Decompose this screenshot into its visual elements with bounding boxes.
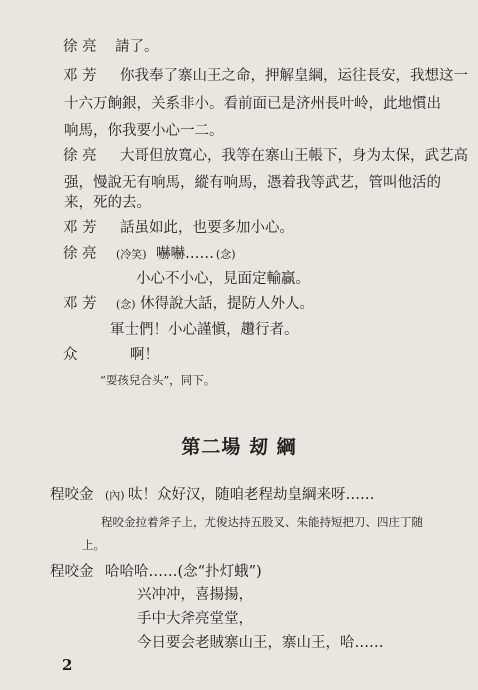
dialogue-line: 話虽如此，也要多加小心。: [120, 220, 294, 236]
dialogue-line: 啊！: [130, 347, 159, 363]
speaker-chorus: 众: [63, 347, 78, 363]
stage-direction: “耍孩兒合头”，同下。: [100, 373, 216, 387]
stage-direction: 上。: [82, 538, 105, 552]
dialogue-line: 請了。: [115, 39, 159, 55]
dialogue-line: 十六万餉銀，关系非小。看前面已是济州長叶岭，此地慣出: [64, 96, 441, 112]
stage-direction-inline: (念): [116, 298, 136, 311]
dialogue-line: 你我奉了寨山王之命，押解皇綱，运往長安，我想这一: [120, 68, 468, 84]
speaker-xu-liang: 徐 亮: [63, 246, 97, 262]
verse-line: 兴冲冲，喜揚揚，: [137, 587, 253, 603]
stage-direction: 程咬金拉着斧子上，尤俊达持五股叉、朱能持短把刀、四庄丁随: [101, 515, 423, 529]
dialogue-line: 呔！众好汉，随咱老程劫皇綱来呀……: [128, 487, 375, 503]
dialogue-line: 軍士們！小心謹愼，趲行者。: [110, 322, 299, 338]
stage-direction-inline: (冷笑): [116, 248, 147, 261]
verse-line: 小心不小心，見面定輸贏。: [136, 271, 310, 287]
scene-title: 第二場 刼 綱: [181, 436, 297, 458]
dialogue-line: 强，慢說无有响馬，縱有响馬，憑着我等武艺，管叫他活的: [64, 175, 441, 191]
dialogue-line: 哈哈哈……(念“扑灯蛾”): [105, 564, 262, 580]
verse-line: 手中大斧亮堂堂，: [137, 611, 253, 627]
speaker-deng-fang: 邓 芳: [63, 68, 97, 84]
page-number: 2: [62, 656, 73, 674]
verse-line: 今日要会老賊寨山王，寨山王，哈……: [137, 635, 384, 651]
speaker-deng-fang: 邓 芳: [63, 220, 97, 236]
dialogue-line: 来，死的去。: [64, 195, 151, 211]
dialogue-line: 嚇嚇……: [156, 246, 214, 262]
speaker-xu-liang: 徐 亮: [63, 148, 97, 164]
speaker-cheng-yaojin: 程咬金: [50, 564, 94, 580]
stage-direction-inline: (內): [105, 489, 125, 502]
speaker-xu-liang: 徐 亮: [63, 39, 97, 55]
dialogue-line: 响馬，你我要小心一二。: [64, 123, 224, 139]
dialogue-line: 大哥但放寬心，我等在寨山王帳下，身为太保，武艺高: [120, 148, 468, 164]
verse-line: 休得說大話，提防人外人。: [140, 296, 314, 312]
speaker-deng-fang: 邓 芳: [63, 296, 97, 312]
speaker-cheng-yaojin: 程咬金: [50, 487, 94, 503]
stage-direction-inline: (念): [216, 248, 236, 261]
